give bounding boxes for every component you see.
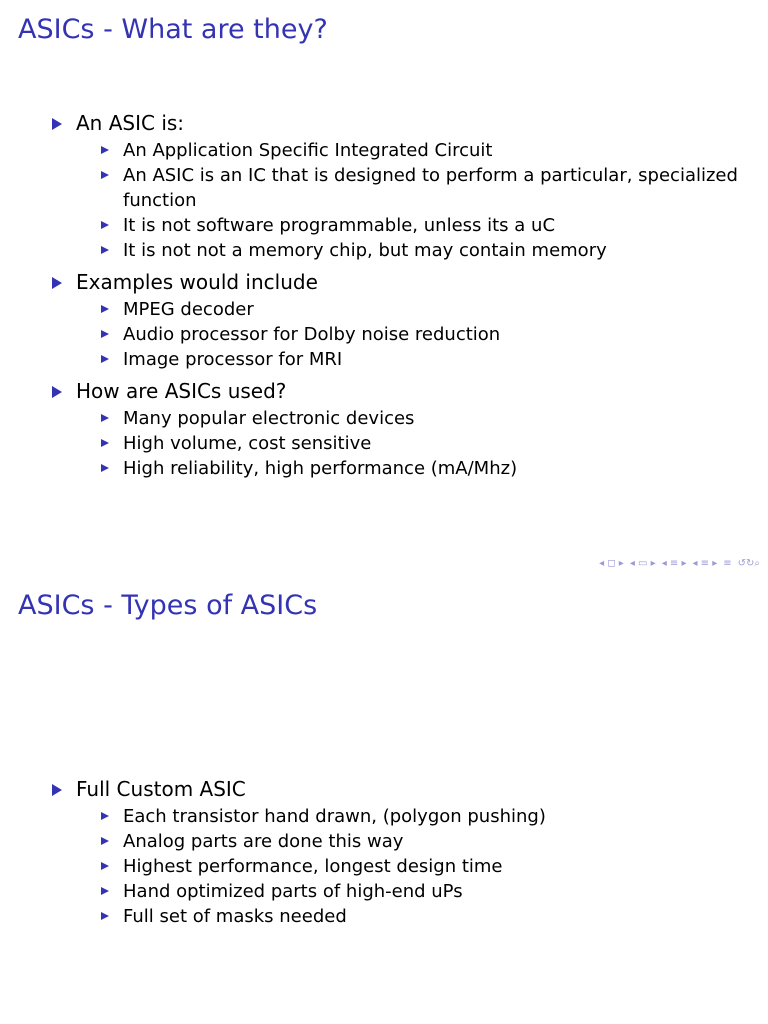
sub-bullet: Full set of masks needed: [0, 904, 546, 929]
slide-title: ASICs - Types of ASICs: [18, 590, 318, 621]
triangle-bullet-icon: [101, 171, 109, 179]
triangle-bullet-icon: [101, 246, 109, 254]
triangle-bullet-icon: [101, 305, 109, 313]
triangle-bullet-icon: [101, 146, 109, 154]
sub-bullet-list: [0, 406, 738, 481]
bullet-examples: [0, 269, 738, 295]
bullet-list: [0, 776, 546, 931]
bullet-label: Examples would include: [76, 270, 318, 294]
sub-bullet: Audio processor for Dolby noise reduction: [0, 322, 738, 347]
triangle-bullet-icon: [101, 464, 109, 472]
sub-bullet: Each transistor hand drawn, (polygon pushing): [0, 804, 546, 829]
triangle-bullet-icon: [101, 330, 109, 338]
sub-bullet: Analog parts are done this way: [0, 829, 546, 854]
bullet-how-used: [0, 378, 738, 404]
bullet-label: Full Custom ASIC: [76, 777, 246, 801]
bullet-label: How are ASICs used?: [76, 379, 287, 403]
triangle-bullet-icon: [101, 887, 109, 895]
sub-bullet-list: [0, 138, 738, 263]
bullet-full-custom: [0, 776, 546, 802]
sub-bullet-list: [0, 804, 546, 929]
sub-bullet: An Application Specific Integrated Circuit: [0, 138, 738, 163]
bullet-list: [0, 110, 738, 483]
sub-bullet: An ASIC is an IC that is designed to perform a particular, specialized function: [0, 163, 738, 213]
nav-search-icon[interactable]: ↺↻⌕: [737, 557, 760, 569]
triangle-bullet-icon: [101, 862, 109, 870]
sub-bullet: High volume, cost sensitive: [0, 431, 738, 456]
bullet-label: An ASIC is:: [76, 111, 185, 135]
bullet-an-asic-is: [0, 110, 738, 136]
nav-subsection-icon[interactable]: ◂ ≡ ▸: [661, 557, 687, 569]
nav-frame-icon[interactable]: ◂ ▭ ▸: [629, 557, 656, 569]
sub-bullet: Highest performance, longest design time: [0, 854, 546, 879]
triangle-bullet-icon: [101, 837, 109, 845]
nav-section-icon[interactable]: ◂ ≡ ▸: [692, 557, 718, 569]
nav-first-icon[interactable]: ◂ ◻ ▸: [599, 557, 624, 569]
sub-bullet: High reliability, high performance (mA/Mhz): [0, 456, 738, 481]
sub-bullet-list: [0, 297, 738, 372]
triangle-bullet-icon: [101, 812, 109, 820]
nav-align-icon[interactable]: ≡: [723, 557, 732, 569]
beamer-navigation-bar: [599, 553, 760, 573]
sub-bullet: It is not software programmable, unless its a uC: [0, 213, 738, 238]
slide-title: ASICs - What are they?: [18, 14, 328, 45]
sub-bullet: It is not not a memory chip, but may contain memory: [0, 238, 738, 263]
triangle-bullet-icon: [101, 221, 109, 229]
sub-bullet: Many popular electronic devices: [0, 406, 738, 431]
sub-bullet: MPEG decoder: [0, 297, 738, 322]
slide-2: [0, 576, 768, 1024]
triangle-bullet-icon: [101, 439, 109, 447]
sub-bullet: Hand optimized parts of high-end uPs: [0, 879, 546, 904]
triangle-bullet-icon: [52, 784, 62, 796]
triangle-bullet-icon: [101, 912, 109, 920]
triangle-bullet-icon: [52, 118, 62, 130]
triangle-bullet-icon: [52, 386, 62, 398]
sub-bullet: Image processor for MRI: [0, 347, 738, 372]
triangle-bullet-icon: [101, 414, 109, 422]
triangle-bullet-icon: [52, 277, 62, 289]
triangle-bullet-icon: [101, 355, 109, 363]
